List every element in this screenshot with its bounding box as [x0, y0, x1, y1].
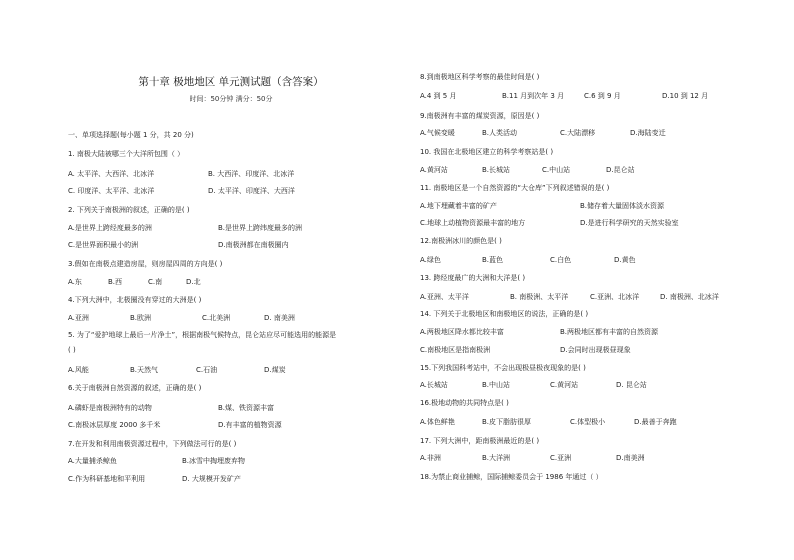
options-row [68, 187, 394, 196]
answer-option: B.大洋洲 [482, 454, 511, 462]
answer-option: B.人类活动 [482, 129, 518, 137]
answer-option: A.两极地区降水都比较丰富 [420, 328, 504, 336]
options-row [420, 346, 776, 355]
answer-option: C.作为科研基地和平利用 [68, 475, 146, 483]
answer-option: B.中山站 [482, 381, 511, 389]
answer-option: B.两极地区都有丰富的自然资源 [560, 328, 659, 336]
answer-option: C.体型极小 [570, 418, 606, 426]
answer-option: C.石油 [196, 366, 218, 374]
answer-option: A.风能 [68, 366, 89, 374]
question-stem: 13. 跨经度最广的大洲和大洋是( ) [420, 274, 526, 282]
answer-option: D.黄色 [614, 256, 636, 264]
answer-option: B.是世界上跨纬度最多的洲 [218, 224, 303, 232]
answer-option: D. 大规模开发矿产 [182, 475, 241, 483]
answer-option: D. 太平洋、印度洋、大西洋 [208, 187, 295, 195]
question-stem: 15.下列我国科考站中，不会出现极昼极夜现象的是( ) [420, 364, 586, 372]
options-row [420, 92, 776, 101]
question-stem: 17. 下列大洲中，距南极洲最近的是( ) [420, 437, 540, 445]
answer-option: A.体色鲜艳 [420, 418, 455, 426]
exam-time-info: 时间：50分钟 满分：50分 [189, 95, 273, 103]
answer-option: B.煤、铁资源丰富 [218, 404, 275, 412]
options-row [420, 219, 776, 228]
answer-option: D.有丰富的植物资源 [218, 421, 282, 429]
answer-option: D. 南极洲、北冰洋 [660, 293, 719, 301]
question-stem: 14. 下列关于北极地区和南极地区的说法，正确的是( ) [420, 310, 589, 318]
answer-option: C.白色 [550, 256, 572, 264]
options-row [420, 166, 776, 175]
question-stem: 6.关于南极洲自然资源的叙述，正确的是( ) [68, 384, 202, 392]
question-stem: 1. 南极大陆被哪三个大洋所包围（ ） [68, 150, 185, 158]
answer-option: C.中山站 [542, 166, 571, 174]
question-stem: 10. 我国在北极地区建立的科学考察站是( ) [420, 148, 554, 156]
section-heading: 一、单项选择题(每小题 1 分，共 20 分) [68, 131, 194, 139]
question-stem: 18.为禁止商业捕鲸，国际捕鲸委员会于 1986 年通过（ ） [420, 473, 603, 481]
answer-option: B.11 月到次年 3 月 [502, 92, 565, 100]
answer-option: C.南极地区是指南极洲 [420, 346, 491, 354]
options-row [68, 475, 394, 484]
options-row [68, 366, 394, 375]
options-row [420, 418, 776, 427]
answer-option: C.是世界面积最小的洲 [68, 241, 139, 249]
answer-option: A.黄河站 [420, 166, 448, 174]
options-row [420, 454, 776, 463]
answer-option: B. 南极洲、太平洋 [510, 293, 569, 301]
answer-option: A.长城站 [420, 381, 448, 389]
answer-option: C.南极冰层厚度 2000 多千米 [68, 421, 161, 429]
answer-option: A.气候变暖 [420, 129, 455, 137]
answer-option: D.10 到 12 月 [662, 92, 709, 100]
question-stem: 11. 南极地区是一个自然资源的“大仓库”下列叙述错误的是( ) [420, 184, 610, 192]
answer-option: B.天然气 [130, 366, 159, 374]
answer-option: A. 太平洋、大西洋、北冰洋 [68, 170, 155, 178]
answer-option: A.大量捕杀鲸鱼 [68, 457, 117, 465]
answer-option: D.最善于奔跑 [634, 418, 677, 426]
answer-option: D.南极洲都在南极圈内 [218, 241, 289, 249]
answer-option: C.北美洲 [202, 314, 231, 322]
answer-option: D.会同时出现极昼现象 [560, 346, 631, 354]
answer-option: C.大陆漂移 [560, 129, 596, 137]
answer-option: C. 印度洋、太平洋、北冰洋 [68, 187, 155, 195]
answer-option: B.皮下脂肪很厚 [482, 418, 532, 426]
question-stem: 3.假如在南极点建造房屋，则房屋四周的方向是( ) [68, 260, 223, 268]
answer-option: D. 昆仑站 [616, 381, 647, 389]
options-row [68, 278, 394, 287]
answer-option: D. 南美洲 [264, 314, 295, 322]
answer-option: B. 大西洋、印度洋、北冰洋 [208, 170, 295, 178]
answer-option: B.西 [108, 278, 123, 286]
page-title: 第十章 极地地区 单元测试题（含答案） [138, 76, 324, 88]
answer-option: D.昆仑站 [606, 166, 635, 174]
answer-option: A.地下埋藏着丰富的矿产 [420, 202, 497, 210]
options-row [68, 241, 394, 250]
options-row [68, 404, 394, 413]
answer-option: B.蓝色 [482, 256, 504, 264]
answer-option: A.亚洲 [68, 314, 89, 322]
answer-option: C.亚洲 [550, 454, 572, 462]
answer-option: A.绿色 [420, 256, 441, 264]
question-stem: 9.南极洲有丰富的煤炭资源，原因是( ) [420, 112, 540, 120]
answer-option: C.地球上动植物资源最丰富的地方 [420, 219, 526, 227]
answer-option: A.4 到 5 月 [420, 92, 457, 100]
answer-option: C.亚洲、北冰洋 [590, 293, 640, 301]
answer-option: A.亚洲、太平洋 [420, 293, 469, 301]
answer-option: B.冰雪中掏埋废弃物 [182, 457, 246, 465]
answer-option: A.非洲 [420, 454, 441, 462]
question-stem: 16.极地动物的共同特点是( ) [420, 399, 509, 407]
answer-option: C.6 到 9 月 [584, 92, 621, 100]
answer-option: D.是进行科学研究的天然实验室 [580, 219, 679, 227]
options-row [420, 256, 776, 265]
options-row [420, 293, 776, 302]
options-row [68, 421, 394, 430]
answer-option: B.长城站 [482, 166, 511, 174]
question-stem: 12.南极洲冰川的颜色是( ) [420, 237, 502, 245]
answer-option: D.南美洲 [616, 454, 645, 462]
question-stem: ( ) [68, 346, 76, 354]
options-row [68, 170, 394, 179]
options-row [420, 129, 776, 138]
question-stem: 4.下列大洲中，北极圈没有穿过的大洲是( ) [68, 296, 202, 304]
answer-option: C.南 [148, 278, 163, 286]
answer-option: A.是世界上跨经度最多的洲 [68, 224, 152, 232]
options-row [420, 328, 776, 337]
answer-option: B.欧洲 [130, 314, 152, 322]
question-stem: 5. 为了“爱护地球上最后一片净土”，根据南极气候特点，昆仑站应尽可能选用的能源是 [68, 331, 337, 339]
options-row [68, 224, 394, 233]
options-row [420, 381, 776, 390]
answer-option: C.黄河站 [550, 381, 579, 389]
question-stem: 8.到南极地区科学考察的最佳时间是( ) [420, 73, 540, 81]
question-stem: 7.在开发和利用南极资源过程中，下列做法可行的是( ) [68, 440, 237, 448]
answer-option: D.海陆变迁 [630, 129, 666, 137]
question-stem: 2. 下列关于南极洲的叙述，正确的是( ) [68, 206, 190, 214]
options-row [68, 314, 394, 323]
answer-option: D.煤炭 [264, 366, 286, 374]
answer-option: B.储存着大量固体淡水资源 [580, 202, 665, 210]
answer-option: D.北 [186, 278, 201, 286]
answer-option: A.东 [68, 278, 82, 286]
options-row [68, 457, 394, 466]
answer-option: A.磷虾是南极洲特有的动物 [68, 404, 152, 412]
options-row [420, 202, 776, 211]
